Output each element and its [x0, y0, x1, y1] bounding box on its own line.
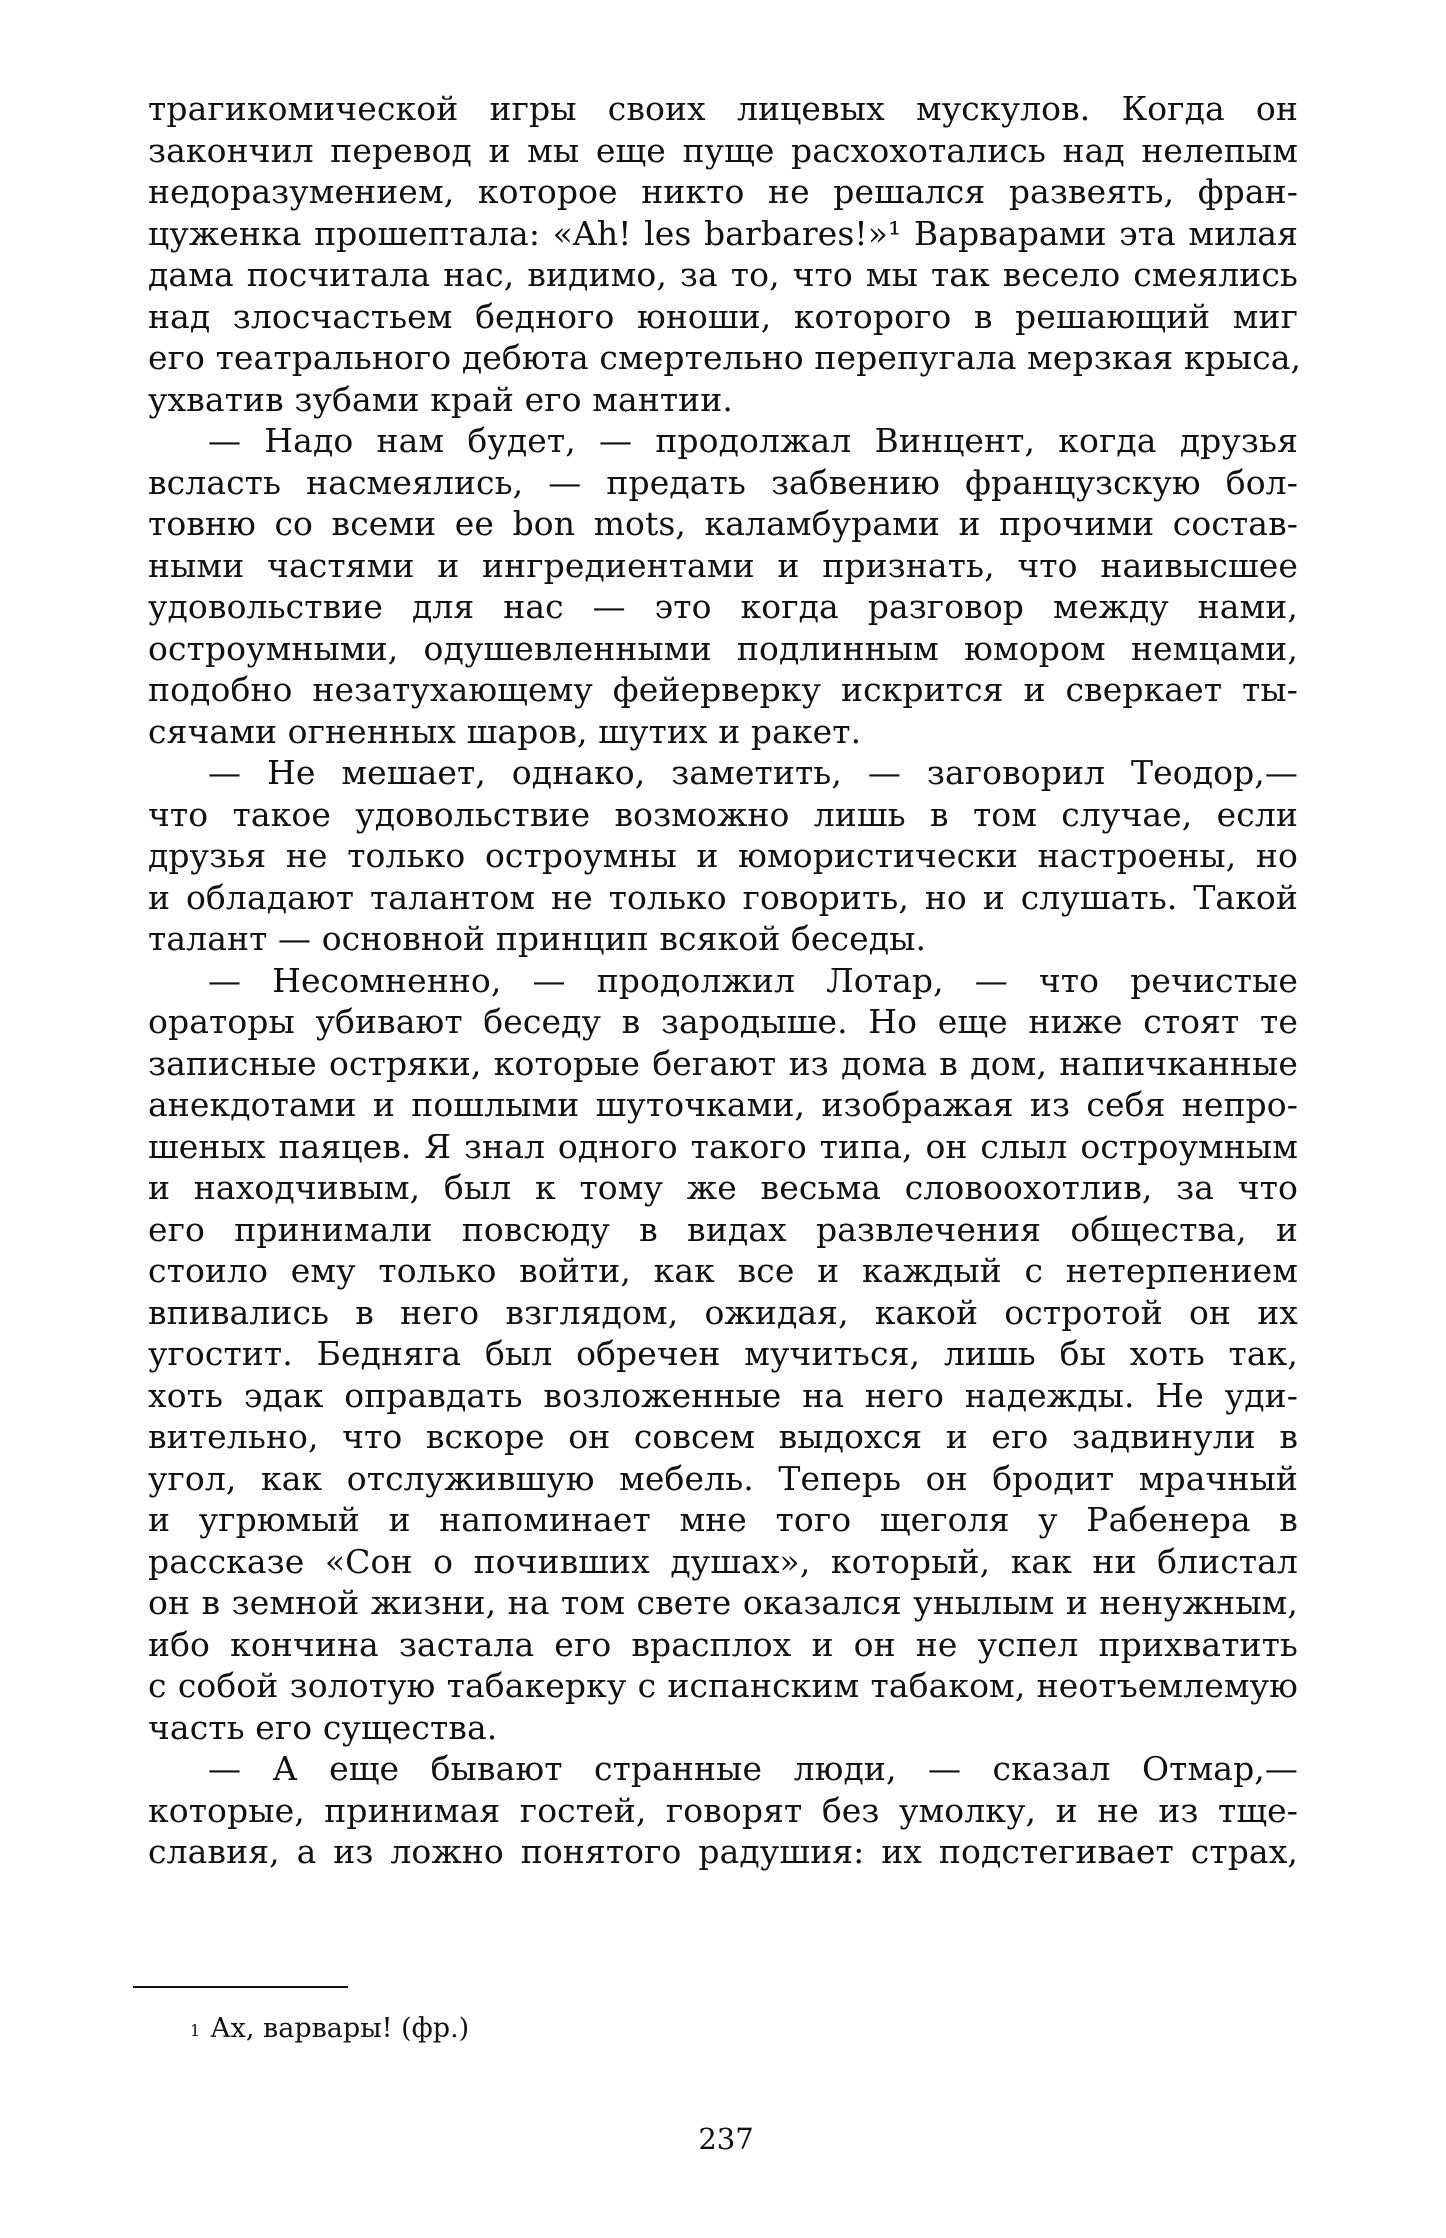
text-line: над злосчастьем бедного юноши, которого в решающий миг — [148, 296, 1298, 336]
text-line: угол, как отслужившую мебель. Теперь он бродит мрачный — [148, 1458, 1298, 1498]
text-line: подобно незатухающему фейерверку искрится и сверкает ты- — [148, 670, 1298, 709]
text-line: и угрюмый и напоминает мне того щеголя у Рабенера в — [148, 1500, 1298, 1539]
footnote-mark: 1 — [190, 2021, 201, 2040]
text-line: ораторы убивают беседу в зародыше. Но еще ниже стоят те — [148, 1002, 1298, 1041]
text-line: его театрального дебюта смертельно перепугала мерзкая крыса, — [148, 338, 1302, 377]
text-line: ными частями и ингредиентами и признать, что наивысшее — [148, 545, 1298, 585]
text-line: рассказе «Сон о почивших душах», который, как ни блистал — [148, 1541, 1298, 1581]
text-line: и находчивым, был к тому же весьма словоохотлив, за что — [148, 1168, 1298, 1207]
text-line: всласть насмеялись, — предать забвению французскую бол- — [148, 462, 1298, 502]
footnote-text: Ах, варвары! (фр.) — [210, 2013, 470, 2044]
text-line: и обладают талантом не только говорить, но и слушать. Такой — [148, 877, 1298, 917]
text-line: угостит. Бедняга был обречен мучиться, лишь бы хоть так, — [148, 1334, 1298, 1373]
footnote-divider — [133, 1986, 348, 1988]
text-line: — Не мешает, однако, заметить, — заговорил Теодор,— — [208, 753, 1298, 792]
text-line: записные остряки, которые бегают из дома в дом, напичканные — [148, 1043, 1298, 1083]
text-line: цуженка прошептала: «Ah! les barbares!»¹ Варварами эта милая — [148, 213, 1298, 253]
text-line: что такое удовольствие возможно лишь в том случае, если — [148, 794, 1298, 834]
body-text — [148, 88, 1302, 1873]
text-line: дама посчитала нас, видимо, за то, что мы так весело смеялись — [148, 255, 1298, 294]
text-line: — А еще бывают странные люди, — сказал Отмар,— — [208, 1749, 1298, 1788]
text-line: вительно, что вскоре он совсем выдохся и его задвинули в — [148, 1417, 1298, 1456]
text-line: талант — основной принцип всякой беседы. — [148, 919, 927, 958]
text-line: впивались в него взглядом, ожидая, какой остротой он их — [148, 1292, 1298, 1332]
text-line: — Надо нам будет, — продолжал Винцент, когда друзья — [208, 421, 1298, 460]
text-line: анекдотами и пошлыми шуточками, изображая из себя непро- — [148, 1085, 1298, 1124]
text-line: — Несомненно, — продолжил Лотар, — что речистые — [208, 960, 1298, 1000]
footnote — [190, 2012, 469, 2046]
text-line: его принимали повсюду в видах развлечения общества, и — [148, 1209, 1298, 1249]
text-line: ухватив зубами край его мантии. — [148, 379, 733, 419]
text-line: он в земной жизни, на том свете оказался унылым и ненужным, — [148, 1583, 1298, 1622]
text-line: хоть эдак оправдать возложенные на него надежды. Не уди- — [148, 1375, 1298, 1415]
text-line: закончил перевод и мы еще пуще расхохотались над нелепым — [148, 130, 1298, 170]
text-line: шеных паяцев. Я знал одного такого типа, он слыл остроумным — [148, 1126, 1298, 1166]
text-line: друзья не только остроумны и юмористически настроены, но — [148, 836, 1298, 875]
text-line: которые, принимая гостей, говорят без умолку, и не из тще- — [148, 1790, 1298, 1830]
text-line: сячами огненных шаров, шутих и ракет. — [148, 711, 862, 751]
text-line: славия, а из ложно понятого радушия: их подстегивает страх, — [148, 1832, 1298, 1871]
text-line: удовольствие для нас — это когда разговор между нами, — [148, 587, 1298, 626]
text-line: часть его существа. — [148, 1707, 498, 1747]
text-line: недоразумением, которое никто не решался развеять, фран- — [148, 172, 1298, 211]
page-number: 237 — [698, 2122, 754, 2156]
text-line: стоило ему только войти, как все и каждый с нетерпением — [148, 1251, 1298, 1290]
text-line: ибо кончина застала его врасплох и он не успел прихватить — [148, 1624, 1298, 1664]
text-line: с собой золотую табакерку с испанским табаком, неотъемлемую — [148, 1666, 1298, 1705]
text-line: товню со всеми ее bon mots, каламбурами и прочими состав- — [148, 504, 1298, 543]
text-line: трагикомической игры своих лицевых мускулов. Когда он — [148, 89, 1298, 128]
book-page — [148, 88, 1302, 1873]
text-line: остроумными, одушевленными подлинным юмором немцами, — [148, 628, 1298, 668]
